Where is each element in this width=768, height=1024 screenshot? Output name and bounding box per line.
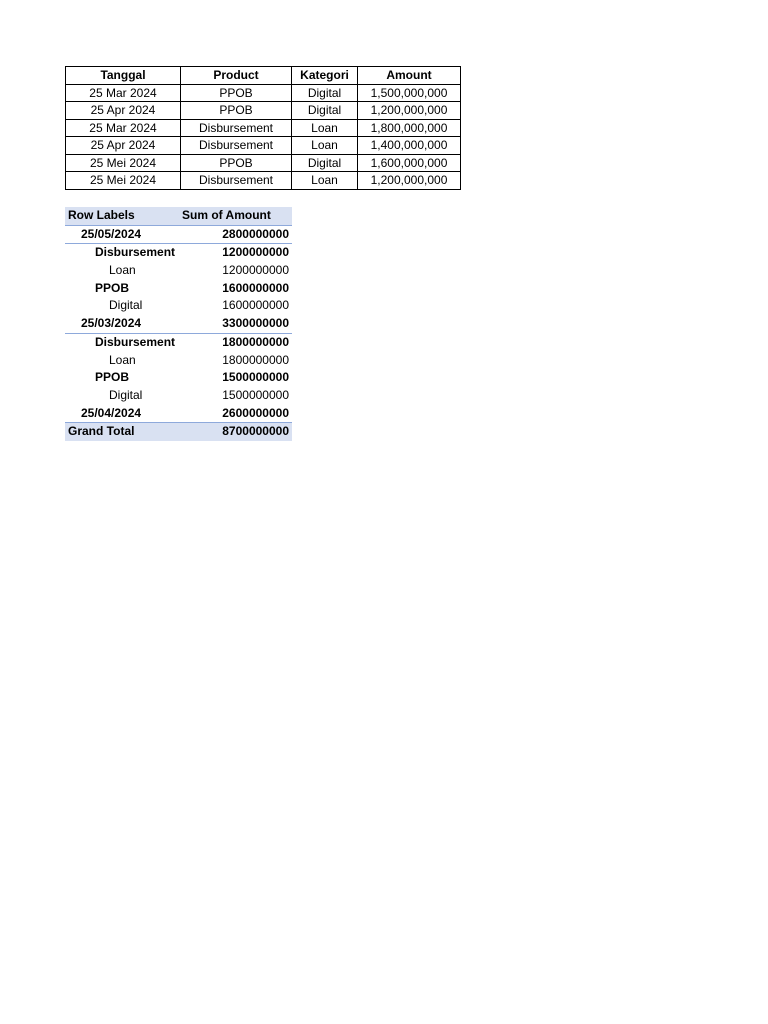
pivot-row-label: 25/04/2024 <box>81 405 142 420</box>
pivot-row-label: 25/03/2024 <box>81 316 142 331</box>
table-row <box>66 154 461 172</box>
pivot-row-date[interactable] <box>65 315 292 334</box>
pivot-row-product[interactable] <box>65 280 292 298</box>
cell-kategori[interactable]: Digital <box>292 154 358 172</box>
header-tanggal[interactable]: Tanggal <box>66 67 181 85</box>
table-row <box>66 172 461 190</box>
cell-kategori[interactable]: Digital <box>292 102 358 120</box>
pivot-row-value: 1500000000 <box>222 387 289 402</box>
pivot-row-label: Digital <box>109 298 143 313</box>
pivot-row-product[interactable] <box>65 369 292 387</box>
cell-amount[interactable]: 1,400,000,000 <box>358 137 461 155</box>
pivot-row-label: 25/05/2024 <box>81 226 142 241</box>
pivot-row-label: Digital <box>109 387 143 402</box>
cell-kategori[interactable]: Loan <box>292 137 358 155</box>
cell-product[interactable]: PPOB <box>181 102 292 120</box>
pivot-row-kategori[interactable] <box>65 352 292 370</box>
table-row <box>66 119 461 137</box>
pivot-row-value: 1200000000 <box>222 263 289 278</box>
cell-tanggal[interactable]: 25 Mar 2024 <box>66 119 181 137</box>
pivot-header-row <box>65 207 292 226</box>
cell-kategori[interactable]: Loan <box>292 119 358 137</box>
pivot-row-product[interactable] <box>65 334 292 352</box>
pivot-table <box>65 207 292 441</box>
cell-amount[interactable]: 1,600,000,000 <box>358 154 461 172</box>
pivot-grand-total-row[interactable] <box>65 422 292 441</box>
pivot-row-value: 1800000000 <box>222 352 289 367</box>
cell-tanggal[interactable]: 25 Apr 2024 <box>66 102 181 120</box>
cell-product[interactable]: Disbursement <box>181 137 292 155</box>
cell-product[interactable]: Disbursement <box>181 119 292 137</box>
header-amount[interactable]: Amount <box>358 67 461 85</box>
pivot-row-label: Loan <box>109 352 136 367</box>
pivot-row-value: 3300000000 <box>222 316 289 331</box>
table-header-row <box>66 67 461 85</box>
header-product[interactable]: Product <box>181 67 292 85</box>
cell-product[interactable]: PPOB <box>181 84 292 102</box>
source-data-table <box>65 66 461 190</box>
pivot-row-value: 1600000000 <box>222 298 289 313</box>
pivot-grand-total-label: Grand Total <box>68 424 135 439</box>
cell-tanggal[interactable]: 25 Mei 2024 <box>66 172 181 190</box>
cell-tanggal[interactable]: 25 Mei 2024 <box>66 154 181 172</box>
table-row <box>66 137 461 155</box>
pivot-row-product[interactable] <box>65 244 292 262</box>
cell-amount[interactable]: 1,200,000,000 <box>358 172 461 190</box>
pivot-row-value: 1200000000 <box>222 245 289 260</box>
pivot-row-kategori[interactable] <box>65 262 292 280</box>
pivot-row-value: 1500000000 <box>222 370 289 385</box>
pivot-row-label: Disbursement <box>95 245 176 260</box>
header-kategori[interactable]: Kategori <box>292 67 358 85</box>
pivot-row-label: Loan <box>109 263 136 278</box>
pivot-row-value: 1800000000 <box>222 334 289 349</box>
pivot-grand-total-value: 8700000000 <box>222 424 289 439</box>
cell-amount[interactable]: 1,500,000,000 <box>358 84 461 102</box>
pivot-row-value: 2800000000 <box>222 226 289 241</box>
pivot-row-value: 2600000000 <box>222 405 289 420</box>
pivot-row-kategori[interactable] <box>65 387 292 405</box>
table-row <box>66 84 461 102</box>
pivot-row-label: PPOB <box>95 280 130 295</box>
cell-amount[interactable]: 1,800,000,000 <box>358 119 461 137</box>
cell-tanggal[interactable]: 25 Apr 2024 <box>66 137 181 155</box>
pivot-row-date[interactable] <box>65 226 292 245</box>
pivot-header-sum-of-amount[interactable]: Sum of Amount <box>182 208 271 222</box>
cell-kategori[interactable]: Digital <box>292 84 358 102</box>
pivot-row-date[interactable] <box>65 405 292 423</box>
table-row <box>66 102 461 120</box>
pivot-row-kategori[interactable] <box>65 297 292 315</box>
cell-product[interactable]: PPOB <box>181 154 292 172</box>
pivot-header-row-labels[interactable]: Row Labels <box>68 208 135 222</box>
pivot-row-label: PPOB <box>95 370 130 385</box>
pivot-row-label: Disbursement <box>95 334 176 349</box>
cell-amount[interactable]: 1,200,000,000 <box>358 102 461 120</box>
cell-tanggal[interactable]: 25 Mar 2024 <box>66 84 181 102</box>
cell-product[interactable]: Disbursement <box>181 172 292 190</box>
pivot-row-value: 1600000000 <box>222 280 289 295</box>
cell-kategori[interactable]: Loan <box>292 172 358 190</box>
